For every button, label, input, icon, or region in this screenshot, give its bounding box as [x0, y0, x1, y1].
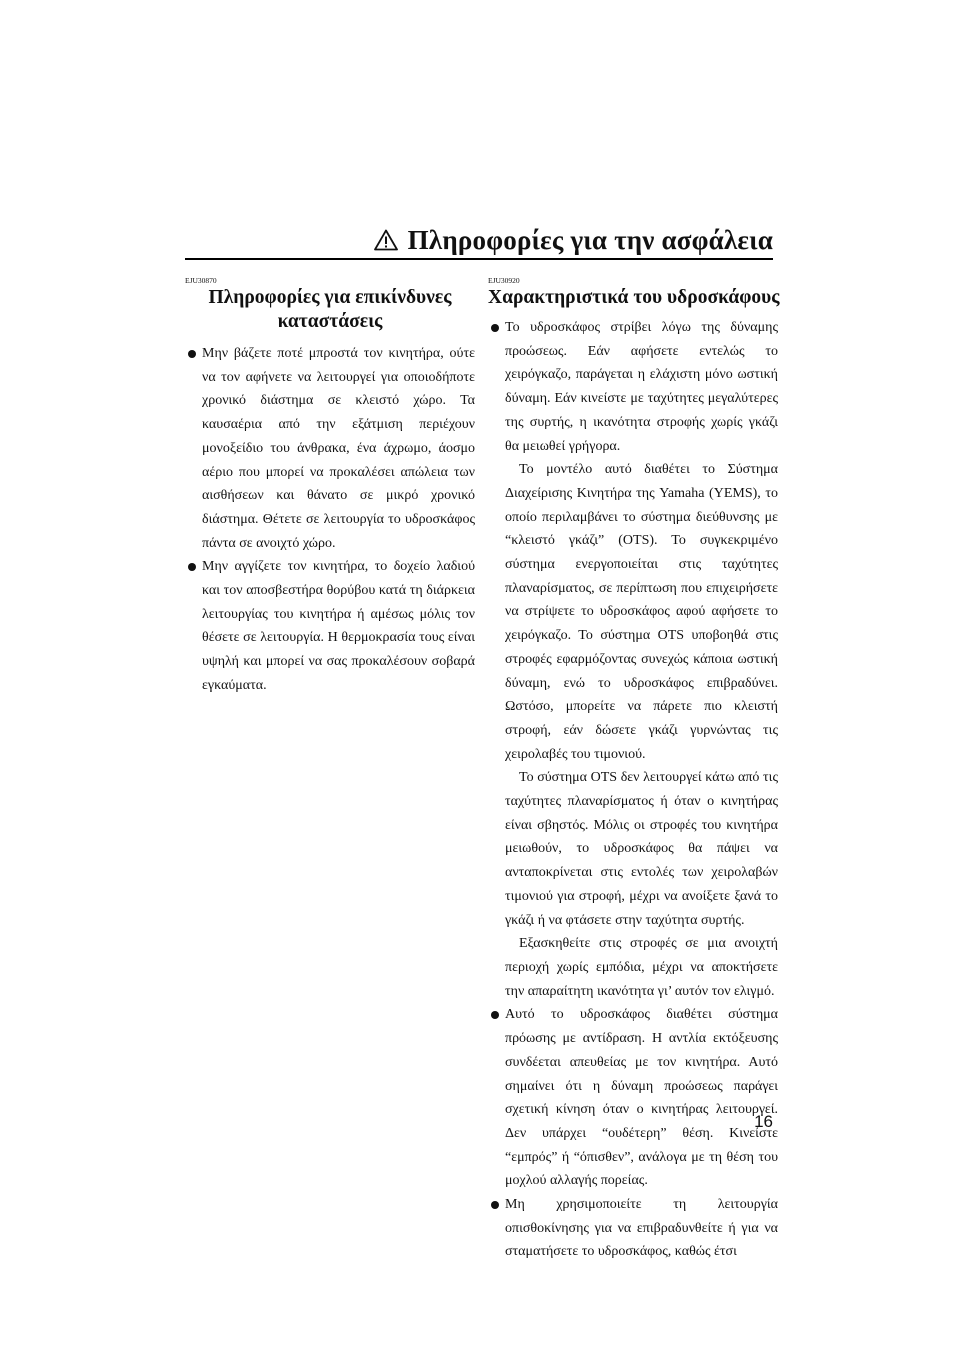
paragraph: Εξασκηθείτε στις στροφές σε μια ανοιχτή περιοχή χωρίς εμπόδια, μέχρι να αποκτήσετε την απαραίτητη ικανότητα γι’ αυτόν τον ελιγμό.	[505, 936, 778, 999]
bullet-text: Μην βάζετε ποτέ μπροστά τον κινητήρα, ούτε να τον αφήνετε να λειτουργεί για οποιοδήποτε χρονικό διάστημα σε κλειστό χώρο. Τα καυσαέρια από την εξάτμιση περιέχουν μονοξείδιο του άνθρακα, ένα άχρωμο, άοσμο αέριο που μπορεί να προκαλέσει απώλεια των αισθήσεων και θάνατο σε μικρό χρονικό διάστημα. Θέτετε σε λειτουργία το υδροσκάφος πάντα σε ανοιχτό χώρο.	[202, 346, 475, 551]
paragraph: Το μοντέλο αυτό διαθέτει το Σύστημα Διαχείρισης Κινητήρα της Yamaha (YEMS), το οποίο περιλαμβάνει το σύστημα διεύθυνσης με “κλειστό γκάζι” (OTS). Το συγκεκριμένο σύστημα ενεργοποιείται στις ταχύτητες πλαναρίσματος, σε περίπτωση που επιχειρήσετε να στρίψετε το υδροσκάφος αφού αφήσετε το χειρόγκαζο. Το σύστημα OTS υποβοηθά στις στροφές εφαρμόζοντας συνεχώς κάποια ωστική δύναμη, ενώ το υδροσκάφος επιβραδύνει. Ωστόσο, μπορείτε να πάρετε πιο κλειστή στροφή, εάν δώσετε γκάζι γυρνώντας τις χειρολαβές του τιμονιού.	[505, 462, 778, 762]
list-item	[488, 1193, 778, 1264]
paragraph: Το σύστημα OTS δεν λειτουργεί κάτω από τις ταχύτητες πλαναρίσματος ή όταν ο κινητήρας είναι σβηστός. Μόλις οι στροφές του κινητήρα μειωθούν, το υδροσκάφος θα πάψει να ανταποκρίνεται στις εντολές των χειρολαβών τιμονιού για στροφή, μέχρι να ανοίξετε ξανά το γκάζι ή να φτάσετε στην ταχύτητα συρτής.	[505, 770, 778, 928]
list-item	[185, 342, 475, 555]
warning-triangle-icon	[374, 229, 398, 251]
bullet-icon	[188, 350, 196, 358]
list-item	[488, 1003, 778, 1193]
section-title: Χαρακτηριστικά του υδροσκάφους	[488, 287, 780, 308]
right-column	[488, 276, 778, 1264]
section-title: Πληροφορίες για επικίνδυνες καταστάσεις	[208, 287, 452, 332]
bullet-text: Μην αγγίζετε τον κινητήρα, το δοχείο λαδιού και τον αποσβεστήρα θορύβου κατά τη διάρκεια λειτουργίας του κινητήρα ή αμέσως μόλις τον θέσετε σε λειτουργία. Η θερμοκρασία τους είναι υψηλή και μπορεί να σας προκαλέσουν σοβαρά εγκαύματα.	[202, 559, 475, 693]
list-item	[185, 555, 475, 697]
header-title: Πληροφορίες για την ασφάλεια	[407, 224, 773, 255]
bullet-icon	[491, 1201, 499, 1209]
page-number: 16	[754, 1112, 773, 1131]
section-code: EJU30870	[185, 276, 217, 285]
page-header	[185, 222, 773, 260]
bullet-icon	[491, 324, 499, 332]
bullet-text: Αυτό το υδροσκάφος διαθέτει σύστημα πρόωσης με αντίδραση. Η αντλία εκτόξευσης συνδέεται απευθείας με τον κινητήρα. Αυτό σημαίνει ότι η δύναμη προώσεως παράγει σχετική κίνηση όταν ο κινητήρας λειτουργεί. Δεν υπάρχει “ουδέτερη” θέση. Κινείστε “εμπρός” ή “όπισθεν”, ανάλογα με τη θέση του μοχλού αλλαγής πορείας.	[505, 1007, 778, 1189]
bullet-text: Μη χρησιμοποιείτε τη λειτουργία οπισθοκίνησης για να επιβραδυνθείτε ή για να σταματήσετε το υδροσκάφος, καθώς έτσι	[505, 1197, 778, 1260]
section-code: EJU30920	[488, 276, 520, 285]
list-item	[488, 316, 778, 1003]
bullet-icon	[188, 563, 196, 571]
left-column	[185, 276, 475, 698]
bullet-icon	[491, 1011, 499, 1019]
bullet-text: Το υδροσκάφος στρίβει λόγω της δύναμης προώσεως. Εάν αφήσετε εντελώς το χειρόγκαζο, παράγεται η ελάχιστη μόνο ωστική δύναμη. Εάν κινείστε με ταχύτητες μεγαλύτερες της συρτής, η ικανότητα στροφής χωρίς γκάζι θα μειωθεί γρήγορα.	[505, 320, 778, 454]
